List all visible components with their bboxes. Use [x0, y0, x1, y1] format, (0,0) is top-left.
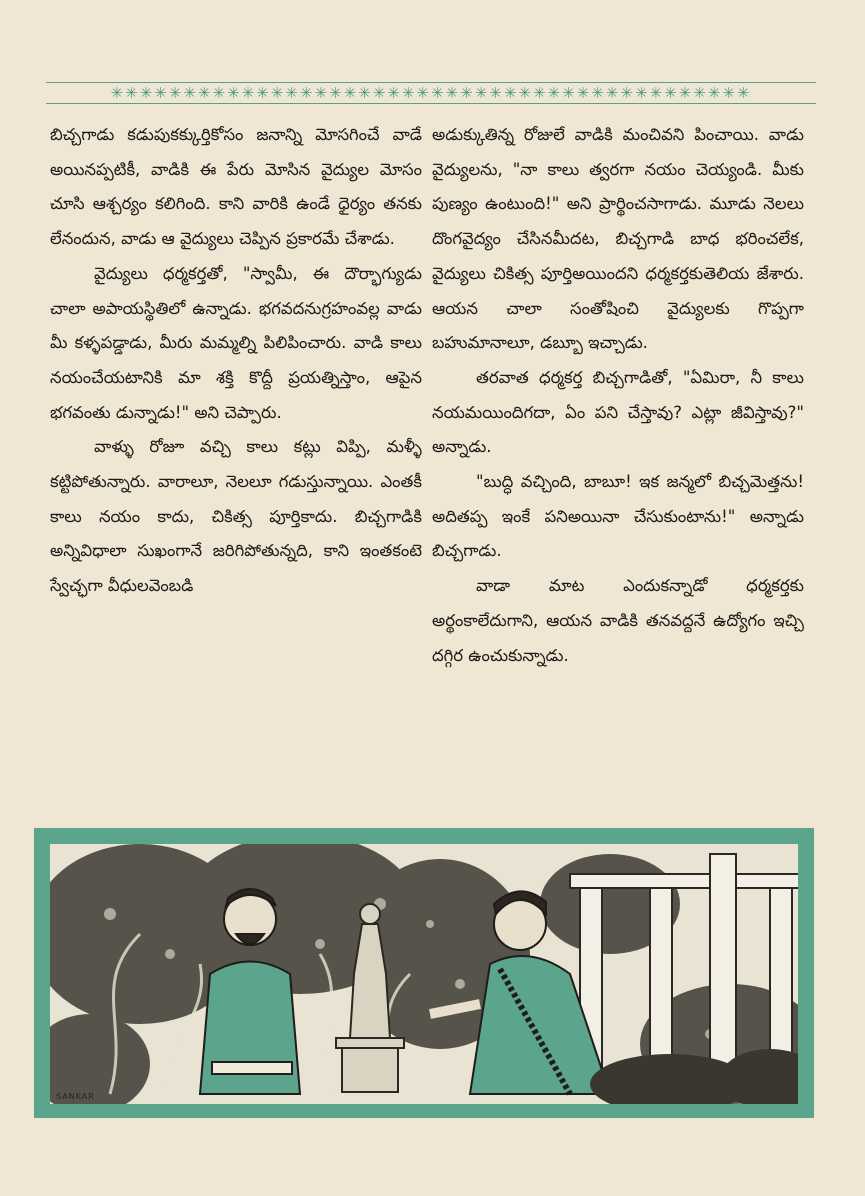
right-text-column	[432, 118, 804, 673]
paragraph: వాళ్ళు రోజూ వచ్చి కాలు కట్లు విప్పి, మళ్ళీ కట్టిపోతున్నారు. వారాలూ, నెలలూ గడుస్తున్నాయి. ఎంతకీ కాలు నయం కాదు, చికిత్స పూర్తికాదు. బిచ్చగాడికి అన్నివిధాలా సుఖంగానే జరిగిపోతున్నది, కాని ఇంతకంటె స్వేచ్ఛగా వీధులవెంబడి	[50, 437, 422, 596]
paragraph: వాడా మాట ఎందుకన్నాడో ధర్మకర్తకు అర్థంకాలేదుగాని, ఆయన వాడికి తనవద్దనే ఉద్యోగం ఇచ్చి దగ్గిర ఉంచుకున్నాడు.	[432, 576, 804, 665]
ornamental-divider: ✳✳✳✳✳✳✳✳✳✳✳✳✳✳✳✳✳✳✳✳✳✳✳✳✳✳✳✳✳✳✳✳✳✳✳✳✳✳✳✳✳✳✳✳	[46, 82, 816, 104]
paragraph: అడుక్కుతిన్న రోజులే వాడికి మంచివని పించాయి. వాడు వైద్యులను, "నా కాలు త్వరగా నయం చెయ్యండి. మీకు పుణ్యం ఉంటుంది!" అని ప్రార్థించసాగాడు. మూడు నెలలు దొంగవైద్యం చేసినమీదట, బిచ్చగాడి బాధ భరించలేక, వైద్యులు చికిత్స పూర్తిఅయిందని ధర్మకర్తకుతెలియ జేశారు. ఆయన చాలా సంతోషించి వైద్యులకు గొప్పగా బహుమానాలూ, డబ్బూ ఇచ్చాడు.	[432, 125, 804, 353]
paragraph: "బుద్ధి వచ్చింది, బాబూ! ఇక జన్మలో బిచ్చమెత్తను! అదితప్ప ఇంకే పనిఅయినా చేసుకుంటాను!" అన్నాడు బిచ్చగాడు.	[432, 472, 804, 561]
paragraph: బిచ్చగాడు కడుపుకక్కుర్తికోసం జనాన్ని మోసగించే వాడే అయినప్పటికీ, వాడికి ఈ పేరు మోసిన వైద్యుల మోసం చూసి ఆశ్చర్యం కలిగింది. కాని వారికి ఉండే ధైర్యం తనకు లేనందున, వాడు ఆ వైద్యులు చెప్పిన ప్రకారమే చేశాడు.	[50, 125, 422, 249]
paragraph: వైద్యులు ధర్మకర్తతో, "స్వామీ, ఈ దౌర్భాగ్యుడు చాలా అపాయస్థితిలో ఉన్నాడు. భగవదనుగ్రహంవల్ల వాడు మీ కళ్ళపడ్డాడు, మీరు మమ్మల్ని పిలిపించారు. వాడి కాలు నయంచేయటానికి మా శక్తి కొద్దీ ప్రయత్నిస్తాం, ఆపైన భగవంతు డున్నాడు!" అని చెప్పారు.	[50, 263, 422, 422]
paragraph: తరవాత ధర్మకర్త బిచ్చగాడితో, "ఏమిరా, నీ కాలు నయమయిందిగదా, ఏం పని చేస్తావు? ఎట్లా జీవిస్తావు?" అన్నాడు.	[432, 367, 804, 457]
story-illustration	[34, 828, 814, 1118]
artist-signature: SANKAR	[56, 1092, 95, 1101]
left-text-column	[50, 118, 422, 604]
two-men-in-garden-illustration	[50, 844, 798, 1104]
